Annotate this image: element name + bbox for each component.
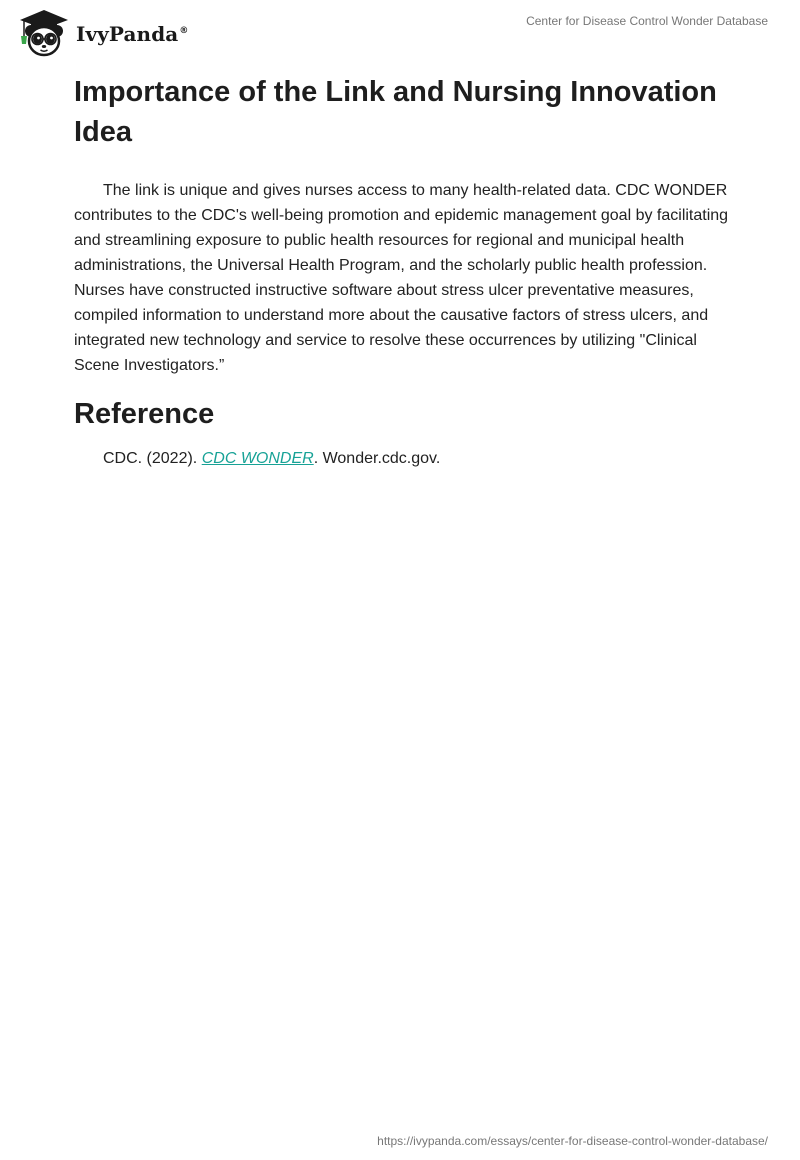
reference-suffix: . Wonder.cdc.gov. <box>313 450 441 467</box>
panda-graduation-cap-icon <box>14 8 74 58</box>
reference-prefix: CDC. (2022). <box>103 450 202 467</box>
ivypanda-logo[interactable] <box>14 8 188 58</box>
section-heading: Importance of the Link and Nursing Innovation Idea <box>74 76 717 148</box>
page-header <box>0 0 800 60</box>
article-body <box>74 72 734 471</box>
footer-url[interactable]: https://ivypanda.com/essays/center-for-disease-control-wonder-database/ <box>377 1134 768 1148</box>
registered-mark: ® <box>179 26 189 37</box>
reference-entry <box>103 446 734 471</box>
reference-heading: Reference <box>74 398 215 430</box>
document-title: Center for Disease Control Wonder Database <box>526 14 768 28</box>
body-paragraph: The link is unique and gives nurses access to many health-related data. CDC WONDER contributes to the CDC's well-being promotion and epidemic management goal by facilitating and streamlining exposure to public health resources for regional and municipal health administrations, the Universal Health Program, and the scholarly public health profession. Nurses have constructed instructive software about stress ulcer preventative measures, compiled information to understand more about the causative factors of stress ulcers, and integrated new technology and service to resolve these occurrences by utilizing "Clinical Scene Investigators.” <box>74 182 729 374</box>
brand-name: IvyPanda® <box>76 22 189 46</box>
reference-link[interactable]: CDC WONDER <box>201 450 314 467</box>
